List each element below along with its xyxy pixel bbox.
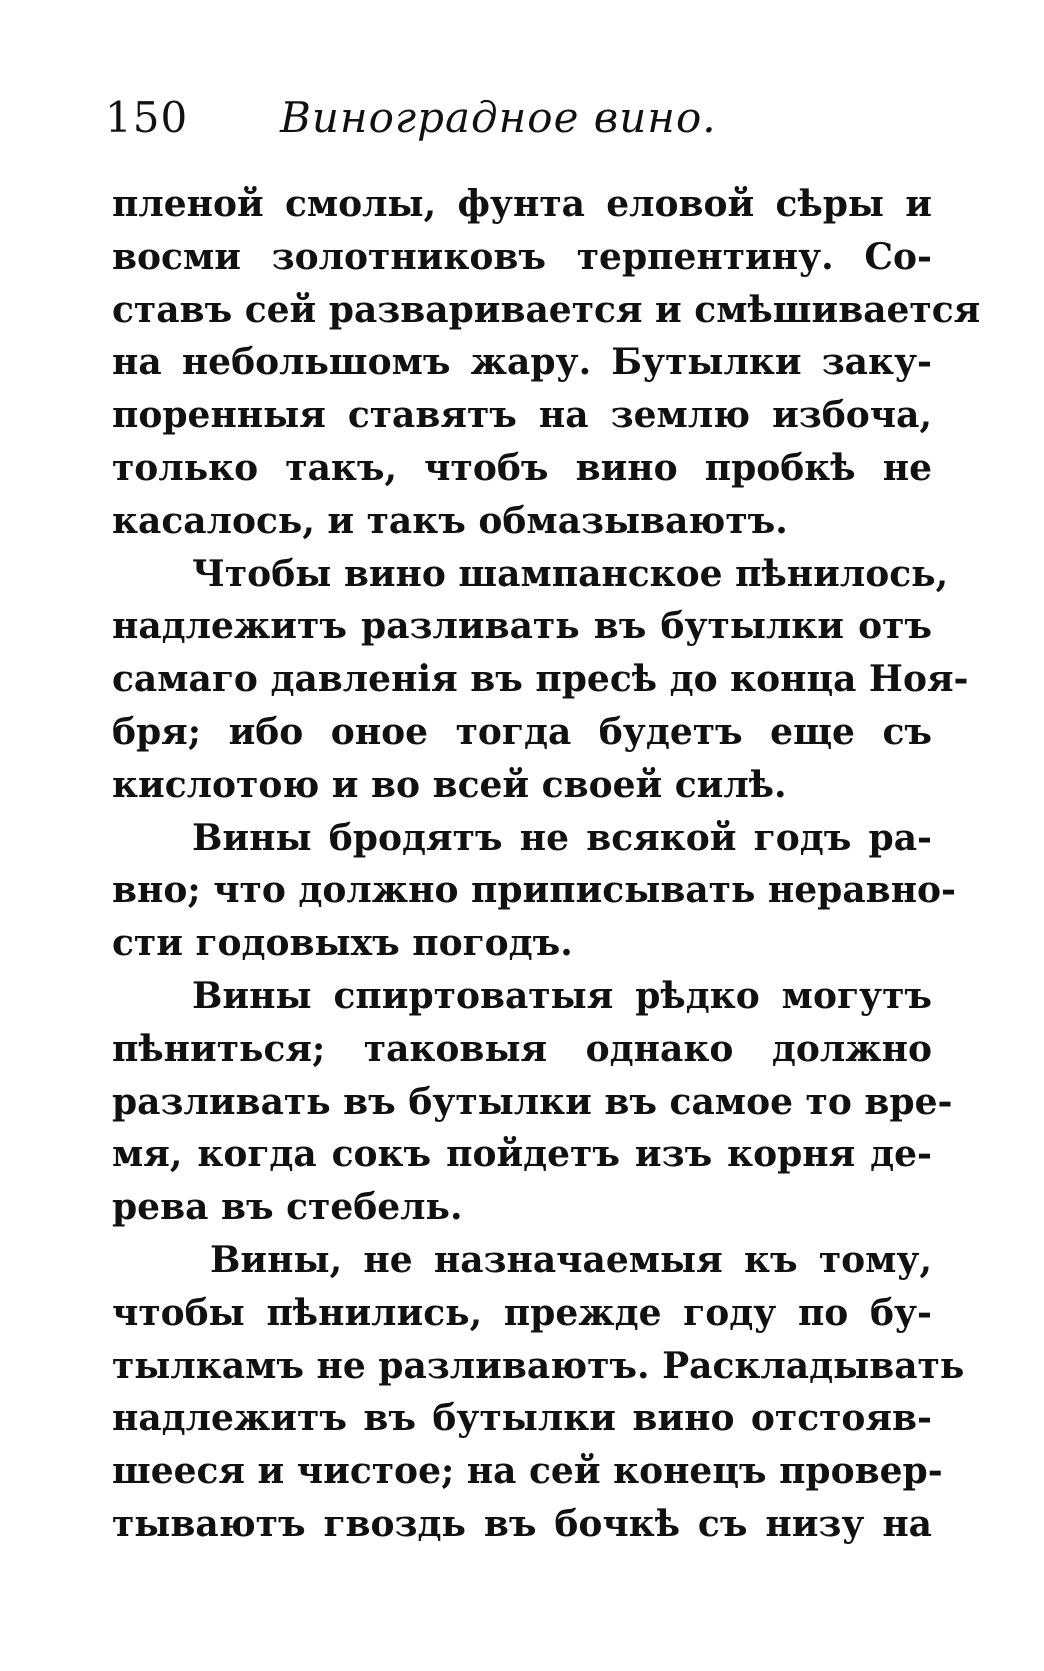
text-line: ставъ сей развариваетcя и смѣшивается bbox=[112, 288, 981, 331]
text-line: на небольшомъ жару. Бутылки заку- bbox=[112, 341, 932, 384]
text-line: чтобы пѣнились, прежде году по бу- bbox=[112, 1291, 932, 1334]
text-line: пѣниться; таковыя однако должно bbox=[112, 1027, 932, 1070]
page-header bbox=[105, 85, 945, 155]
text-line: сти годовыхъ погодъ. bbox=[112, 922, 573, 965]
text-line: восми золотниковъ терпентину. Со- bbox=[112, 235, 932, 278]
text-line: тываютъ гвоздь въ бочкѣ съ низу на bbox=[112, 1502, 932, 1545]
text-line: тылкамъ не разливаютъ. Раскладывать bbox=[112, 1344, 965, 1387]
text-line: только такъ, чтобъ вино пробкѣ не bbox=[112, 446, 932, 489]
text-line: Чтобы вино шампанское пѣнилось, bbox=[192, 552, 949, 595]
text-line: самаго давленія въ пресѣ до конца Ноя- bbox=[112, 658, 969, 701]
text-line: рева въ стебель. bbox=[112, 1186, 463, 1229]
text-line: Вины бродятъ не всякой годъ ра- bbox=[192, 816, 932, 859]
text-line: надлежитъ разливать въ бутылки отъ bbox=[112, 605, 932, 648]
text-line: Вины спиртоватыя рѣдко могутъ bbox=[192, 974, 932, 1017]
text-line: мя, когда сокъ пойдетъ изъ корня де- bbox=[112, 1133, 932, 1176]
text-line: надлежитъ въ бутылки вино отстояв- bbox=[112, 1397, 932, 1440]
body-text bbox=[112, 178, 981, 1551]
text-line: поренныя ставятъ на землю избоча, bbox=[112, 394, 932, 437]
page-number: 150 bbox=[105, 93, 189, 142]
running-title: Виноградное вино. bbox=[280, 93, 717, 142]
text-line: пленой смолы, фунта еловой сѣры и bbox=[112, 183, 932, 225]
text-line: вно; что должно приписывать неравно- bbox=[112, 869, 956, 912]
text-line: кислотою и во всей своей силѣ. bbox=[112, 763, 787, 806]
text-line: разливать въ бутылки въ самое то вре- bbox=[112, 1080, 953, 1123]
text-line: бря; ибо оное тогда будетъ еще съ bbox=[112, 710, 932, 753]
text-line: шееся и чистое; на сей конецъ провер- bbox=[112, 1450, 943, 1493]
text-line: Вины, не назначаемыя къ тому, bbox=[210, 1238, 932, 1281]
text-line: касалось, и такъ обмазываютъ. bbox=[112, 499, 788, 542]
